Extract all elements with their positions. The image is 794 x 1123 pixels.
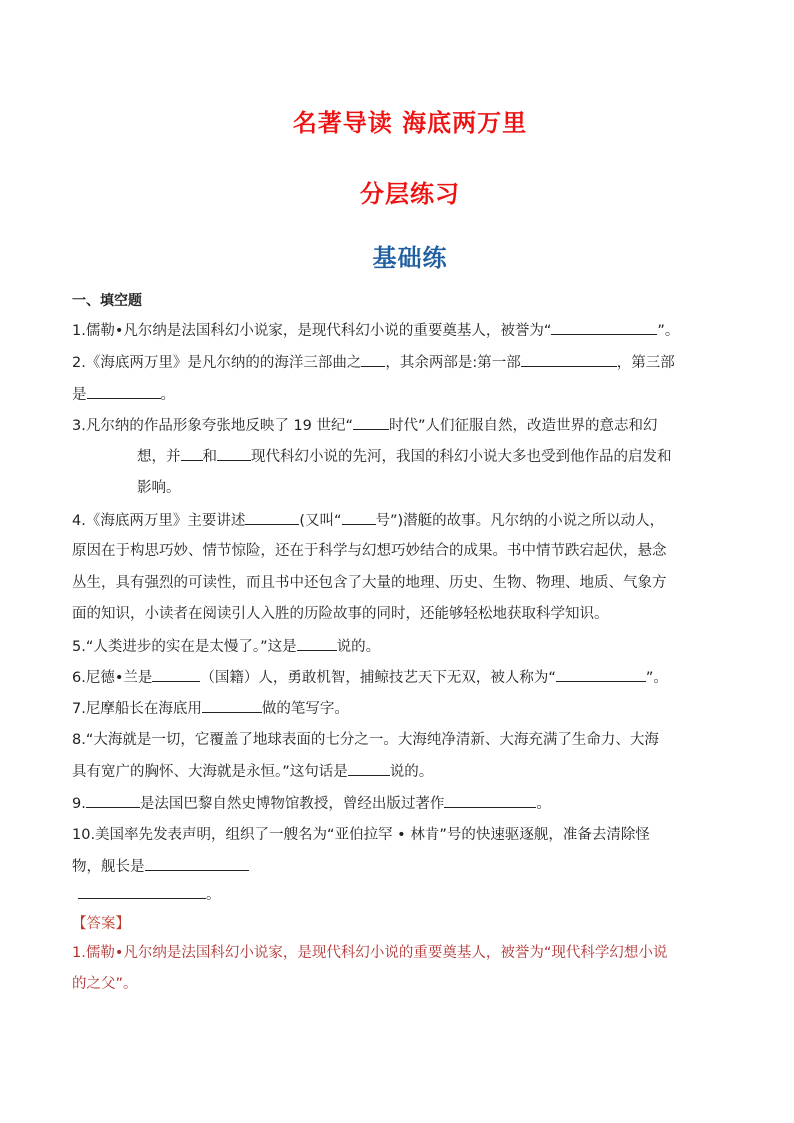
question-3-cont: 影响。 bbox=[137, 480, 181, 496]
question-7: 7.尼摩船长在海底用 做的笔写字。 bbox=[72, 698, 349, 719]
answer-blank bbox=[181, 446, 203, 461]
level-heading: 基础练 bbox=[372, 244, 448, 272]
answer-blank bbox=[78, 884, 206, 899]
question-8: 8.“大海就是一切，它覆盖了地球表面的七分之一。大海纯净清新、大海充满了生命力、大海 bbox=[72, 732, 659, 748]
answer-blank bbox=[342, 510, 376, 525]
answer-blank bbox=[348, 761, 390, 776]
question-3: 3.凡尔纳的作品形象夸张地反映了 19 世纪“ 时代”人们征服自然，改造世界的意志和幻 bbox=[72, 415, 658, 436]
question-3-cont: 想，并 和 现代科幻小说的先河，我国的科幻小说大多也受到他作品的启发和 bbox=[137, 446, 672, 467]
question-2-cont: 是 。 bbox=[72, 384, 175, 405]
subtitle: 分层练习 bbox=[360, 180, 460, 208]
question-10: 10.美国率先发表声明，组织了一艘名为“亚伯拉罕 • 林肯”号的快速驱逐舰，准备去清除怪 bbox=[72, 827, 650, 843]
question-8-cont: 具有宽广的胸怀、大海就是永恒。”这句话是 说的。 bbox=[72, 761, 433, 782]
question-2: 2.《海底两万里》是凡尔纳的的海洋三部曲之 ，其余两部是:第一部 ，第三部 bbox=[72, 352, 675, 373]
answer-blank bbox=[217, 446, 251, 461]
main-title: 名著导读 海底两万里 bbox=[292, 109, 528, 137]
question-9: 9. 是法国巴黎自然史博物馆教授，曾经出版过著作 。 bbox=[72, 793, 551, 814]
answer-blank bbox=[444, 793, 536, 808]
answer-blank bbox=[145, 856, 249, 871]
question-10-cont: 物，舰长是 bbox=[72, 856, 249, 877]
answer-heading: 【答案】 bbox=[72, 916, 130, 932]
answer-blank bbox=[551, 320, 657, 335]
answer-blank bbox=[353, 415, 389, 430]
question-1: 1.儒勒•凡尔纳是法国科幻小说家，是现代科幻小说的重要奠基人，被誉为“ ”。 bbox=[72, 320, 679, 341]
section-heading: 一、填空题 bbox=[72, 293, 142, 309]
answer-blank bbox=[86, 793, 140, 808]
answer-blank bbox=[202, 698, 262, 713]
answer-blank bbox=[297, 636, 337, 651]
question-4-cont: 面的知识，小读者在阅读引人入胜的历险故事的同时，还能够轻松地获取科学知识。 bbox=[72, 606, 609, 622]
answer-blank bbox=[152, 667, 200, 682]
answer-blank bbox=[87, 384, 161, 399]
answer-blank bbox=[521, 352, 617, 367]
answer-1: 1.儒勒•凡尔纳是法国科幻小说家，是现代科幻小说的重要奠基人，被誉为“现代科学幻想小说 bbox=[72, 945, 668, 961]
answer-1-cont: 的之父”。 bbox=[72, 976, 138, 992]
answer-blank bbox=[361, 352, 385, 367]
question-5: 5.“人类进步的实在是太慢了。”这是 说的。 bbox=[72, 636, 380, 657]
question-4: 4.《海底两万里》主要讲述 (又叫“ 号”)潜艇的故事。凡尔纳的小说之所以动人， bbox=[72, 510, 664, 531]
answer-blank bbox=[245, 510, 299, 525]
question-10-cont: 。 bbox=[78, 884, 221, 905]
question-4-cont: 原因在于构思巧妙、情节惊险，还在于科学与幻想巧妙结合的成果。书中情节跌宕起伏，悬念 bbox=[72, 543, 667, 559]
question-4-cont: 丛生，具有强烈的可读性，而且书中还包含了大量的地理、历史、生物、物理、地质、气象方 bbox=[72, 575, 667, 591]
answer-blank bbox=[556, 667, 646, 682]
question-6: 6.尼德•兰是 （国籍）人，勇敢机智，捕鲸技艺天下无双，被人称为“ ”。 bbox=[72, 667, 668, 688]
